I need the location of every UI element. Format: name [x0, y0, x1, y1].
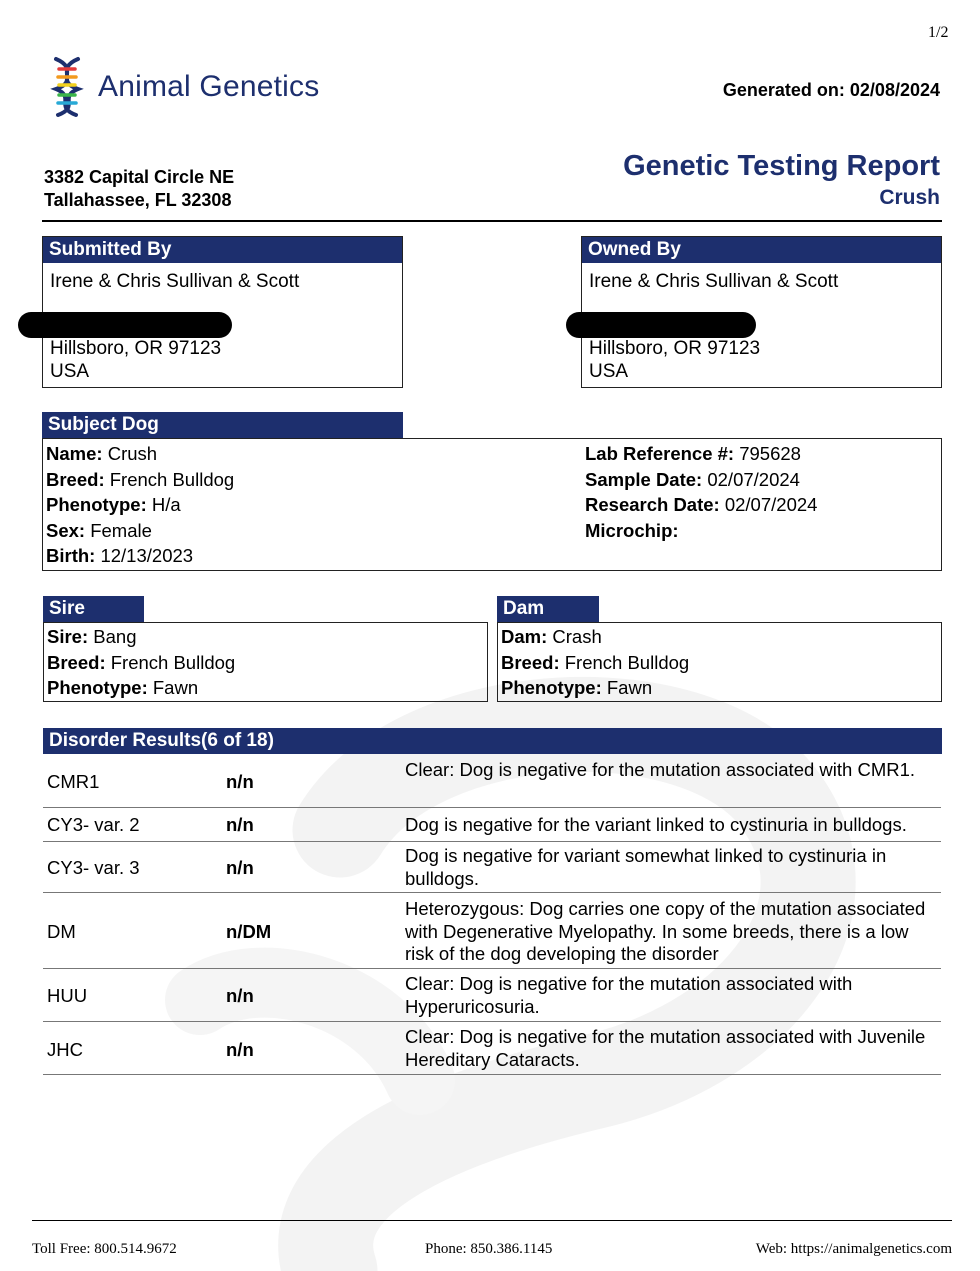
- dam-breed-row: Breed: French Bulldog: [501, 651, 690, 673]
- dam-details: [501, 624, 689, 701]
- research-date-row: Research Date: 02/07/2024: [585, 494, 818, 515]
- report-subject: Crush: [879, 186, 940, 209]
- submitted-by-country: USA: [50, 361, 90, 382]
- generated-on: [723, 80, 940, 101]
- dam-box: [497, 622, 942, 702]
- sire-box: [43, 622, 488, 702]
- subject-dog-left: [46, 441, 234, 569]
- dam-name-row: Dam: Crash: [501, 626, 602, 647]
- table-row: [43, 842, 941, 893]
- disorder-name: JHC: [47, 1039, 83, 1060]
- footer-web[interactable]: Web: https://animalgenetics.com: [755, 1241, 952, 1257]
- table-row: [43, 893, 941, 969]
- sire-header: Sire: [43, 596, 144, 622]
- generated-date: 02/08/2024: [849, 80, 940, 100]
- disorder-description: Heterozygous: Dog carries one copy of the mutation associated with Degenerative Myelopathy. In some breeds, there is a low risk of the dog developing the disorder: [405, 898, 926, 964]
- submitted-by-header: Submitted By: [43, 237, 402, 263]
- subject-dog-header: Subject Dog: [42, 412, 403, 438]
- footer-divider: [32, 1220, 952, 1221]
- microchip-row: Microchip:: [585, 519, 679, 541]
- dog-birth-row: Birth: 12/13/2023: [46, 545, 194, 566]
- owned-by-name: Irene & Chris Sullivan & Scott: [589, 271, 839, 292]
- dog-sex-row: Sex: Female: [46, 519, 152, 541]
- address-line2: Tallahassee, FL 32308: [44, 190, 232, 210]
- disorder-genotype: n/DM: [226, 921, 272, 942]
- sire-breed-row: Breed: French Bulldog: [47, 651, 236, 673]
- redaction-mark: [566, 312, 756, 338]
- disorder-description: Clear: Dog is negative for the mutation associated with Juvenile Hereditary Cataracts.: [405, 1026, 926, 1070]
- disorder-name: CY3- var. 2: [47, 814, 140, 835]
- brand-name: Animal Genetics: [98, 70, 320, 103]
- dog-breed-row: Breed: French Bulldog: [46, 468, 235, 490]
- dam-phenotype-row: Phenotype: Fawn: [501, 677, 653, 698]
- dam-header: Dam: [497, 596, 599, 622]
- disorder-genotype: n/n: [226, 985, 254, 1006]
- disorder-name: CY3- var. 3: [47, 857, 140, 878]
- disorder-description: Clear: Dog is negative for the mutation associated with Hyperuricosuria.: [405, 973, 853, 1017]
- table-row: [43, 808, 941, 842]
- disorder-name: DM: [47, 921, 76, 942]
- disorder-genotype: n/n: [226, 857, 254, 878]
- disorder-results-header: Disorder Results(6 of 18): [43, 728, 942, 754]
- table-row: [43, 1022, 941, 1075]
- disorder-description: Clear: Dog is negative for the mutation associated with CMR1.: [405, 759, 916, 780]
- owned-by-header: Owned By: [582, 237, 941, 263]
- table-row: [43, 969, 941, 1022]
- dog-name-row: Name: Crush: [46, 443, 158, 464]
- lab-address: [44, 166, 234, 212]
- submitted-by-city: Hillsboro, OR 97123: [50, 338, 222, 359]
- disorder-description: Dog is negative for the variant linked to cystinuria in bulldogs.: [405, 814, 907, 835]
- generated-label: Generated on:: [722, 80, 845, 100]
- address-line1: 3382 Capital Circle NE: [44, 167, 235, 187]
- submitted-by-name: Irene & Chris Sullivan & Scott: [50, 271, 300, 292]
- owned-by-country: USA: [589, 361, 629, 382]
- disorder-genotype: n/n: [226, 771, 254, 792]
- page-number: 1/2: [928, 24, 949, 41]
- report-title: Genetic Testing Report: [623, 150, 940, 182]
- disorder-genotype: n/n: [226, 814, 254, 835]
- footer-phone: Phone: 850.386.1145: [425, 1241, 553, 1257]
- footer-toll-free: Toll Free: 800.514.9672: [32, 1241, 177, 1257]
- subject-dog-box: [42, 438, 942, 571]
- disorder-name: HUU: [47, 985, 88, 1006]
- lab-reference-row: Lab Reference #: 795628: [585, 443, 801, 464]
- dna-helix-icon: [50, 55, 84, 119]
- sample-date-row: Sample Date: 02/07/2024: [585, 468, 800, 490]
- disorder-description: Dog is negative for variant somewhat linked to cystinuria in bulldogs.: [405, 845, 887, 889]
- dog-phenotype-row: Phenotype: H/a: [46, 494, 181, 515]
- sire-phenotype-row: Phenotype: Fawn: [47, 677, 199, 698]
- owned-by-city: Hillsboro, OR 97123: [589, 338, 761, 359]
- disorder-name: CMR1: [47, 771, 100, 792]
- sire-details: [47, 624, 235, 701]
- disorder-genotype: n/n: [226, 1039, 254, 1060]
- redaction-mark: [18, 312, 232, 338]
- sire-name-row: Sire: Bang: [47, 626, 137, 647]
- header-divider: [42, 220, 942, 222]
- table-row: [43, 756, 941, 808]
- subject-dog-right: [585, 441, 817, 543]
